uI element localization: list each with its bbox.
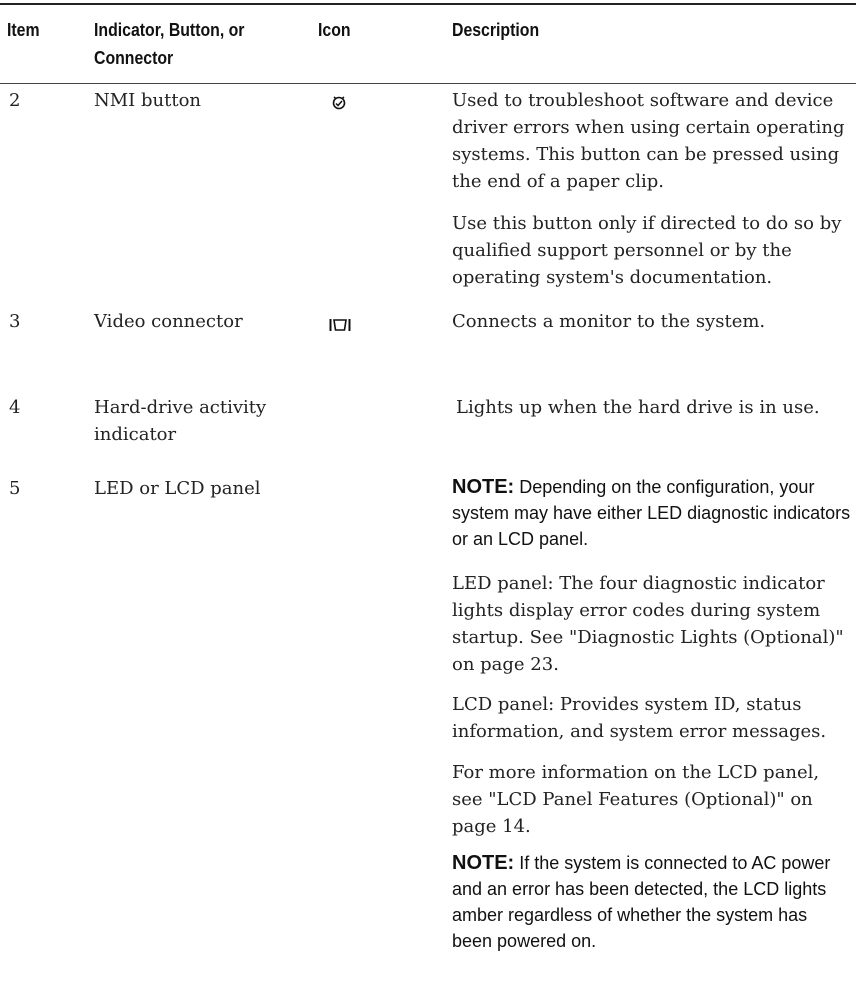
nmi-button-icon <box>331 94 347 110</box>
row-desc-more-info: For more information on the LCD panel, see "LCD Panel Features (Optional)" on page 14. <box>452 762 820 837</box>
note-ac-power <box>452 850 852 954</box>
header-description: Description <box>452 20 540 40</box>
row-name-nmi: NMI button <box>94 90 202 111</box>
row-item-4: 4 <box>9 397 21 418</box>
row-name-video: Video connector <box>94 311 243 332</box>
row-desc-nmi-2: Use this button only if directed to do so by qualified support personnel or by the operating system's documentation. <box>452 213 842 288</box>
note-label: NOTE: <box>452 476 515 498</box>
row-name-led-lcd: LED or LCD panel <box>94 478 261 499</box>
note-label: NOTE: <box>452 852 515 874</box>
row-name-hdd: Hard-drive activity indicator <box>94 397 267 445</box>
video-connector-icon <box>329 318 351 332</box>
header-icon: Icon <box>318 20 351 40</box>
header-rule <box>0 83 856 84</box>
note-text: Depending on the configuration, your system may have either LED diagnostic indicators or an LCD panel. <box>452 477 851 549</box>
table-top-rule <box>0 3 856 5</box>
row-desc-led-panel: LED panel: The four diagnostic indicator lights display error codes during system startup. See "Diagnostic Lights (Optional)" on page 23. <box>452 573 844 675</box>
note-config <box>452 474 852 552</box>
header-indicator-line2: Connector <box>94 48 174 68</box>
row-desc-video: Connects a monitor to the system. <box>452 311 766 332</box>
row-item-3: 3 <box>9 311 21 332</box>
row-desc-hdd: Lights up when the hard drive is in use. <box>456 397 820 418</box>
row-desc-lcd-panel: LCD panel: Provides system ID, status information, and system error messages. <box>452 694 827 742</box>
row-item-2: 2 <box>9 90 21 111</box>
header-item: Item <box>7 20 40 40</box>
note-text: If the system is connected to AC power and an error has been detected, the LCD lights amber regardless of whether the system has been powered on. <box>452 853 831 951</box>
row-desc-nmi-1: Used to troubleshoot software and device driver errors when using certain operating systems. This button can be pressed using the end of a paper clip. <box>452 90 845 192</box>
header-indicator: Indicator, Button, or <box>94 20 245 40</box>
row-item-5: 5 <box>9 478 21 499</box>
